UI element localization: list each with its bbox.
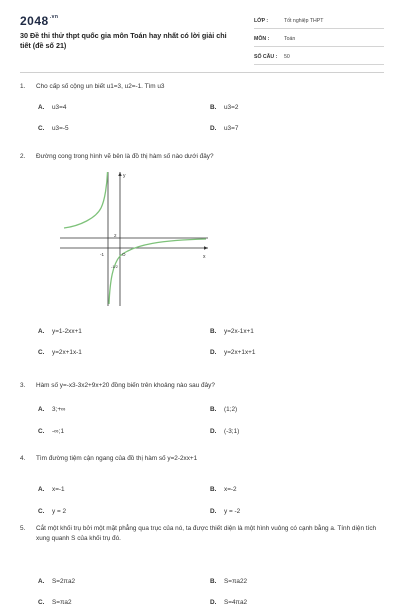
option-letter: A. [38,406,45,413]
option-c[interactable] [38,428,64,435]
function-graph [58,168,212,308]
question-3 [20,381,384,435]
question-text: Cắt một khối trụ bởi một mặt phẳng qua trục của nó, ta được thiết diện là một hình vuông có cạnh bằng a. Tính diện tích xung quanh S của khối trụ đó. [36,525,377,542]
option-text: u3=-5 [52,125,69,132]
meta-value: Toán [284,36,296,42]
option-letter: B. [210,104,217,111]
option-text: y = 2 [52,508,67,515]
option-a[interactable] [38,578,75,585]
question-number: 3. [20,382,26,389]
option-letter: A. [38,486,45,493]
x-axis-arrow [204,246,208,249]
option-text: 3;+∞ [52,406,66,413]
option-letter: C. [38,599,45,606]
meta-value: Tốt nghiệp THPT [284,18,324,24]
option-c[interactable] [38,349,82,356]
option-text: (1;2) [224,406,238,413]
option-letter: A. [38,104,45,111]
option-text: S=πa2 [52,599,72,606]
option-letter: D. [210,349,217,356]
meta-box [254,14,384,68]
option-text: y=2x-1x+1 [224,328,254,335]
option-text: u3=7 [224,125,239,132]
option-text: y=2x+1x-1 [52,349,82,356]
meta-subject [254,32,384,47]
option-d[interactable] [210,599,247,606]
curve-left-branch [64,172,108,228]
question-2 [20,152,384,162]
option-b[interactable] [210,104,238,111]
asymptote-x-label: -1 [100,252,105,257]
option-d[interactable] [210,428,239,435]
question-number: 4. [20,455,26,462]
option-b[interactable] [210,578,247,585]
option-c[interactable] [38,508,66,515]
x-axis-label: x [203,254,206,260]
option-c[interactable] [38,125,69,132]
option-letter: C. [38,349,45,356]
option-letter: D. [210,125,217,132]
option-b[interactable] [210,328,254,335]
document-title: 30 Đề thi thử thpt quốc gia môn Toán hay nhất có lời giải chi tiết (đề số 21) [20,31,227,50]
question-1 [20,82,384,132]
meta-value: 50 [284,54,290,60]
x-intercept-label: -1/2 [111,264,118,269]
option-d[interactable] [210,349,255,356]
option-c[interactable] [38,599,72,606]
option-letter: D. [210,428,217,435]
option-b[interactable] [210,406,237,413]
meta-class [254,14,384,29]
meta-label: SỐ CÂU : [254,54,278,60]
option-text: S=2πa2 [52,578,76,585]
option-letter: D. [210,599,217,606]
y-axis-arrow [118,172,121,176]
option-letter: C. [38,508,45,515]
question-text: Tìm đường tiệm cận ngang của đồ thị hàm số y=2-2xx+1 [36,455,198,462]
y-axis-label: y [123,173,126,179]
option-letter: C. [38,125,45,132]
option-text: y = -2 [224,508,241,515]
option-text: (-3;1) [224,428,240,435]
question-text: Hàm số y=-x3-3x2+9x+20 đồng biến trên khoảng nào sau đây? [36,382,215,389]
option-text: x=-1 [52,486,65,493]
option-letter: B. [210,578,217,585]
curve-right-branch [109,239,206,304]
option-letter: B. [210,328,217,335]
option-a[interactable] [38,486,65,493]
option-text: -∞;1 [52,428,65,435]
option-d[interactable] [210,508,240,515]
option-a[interactable] [38,328,82,335]
question-4 [20,454,384,515]
option-letter: A. [38,578,45,585]
question-text: Đường cong trong hình vẽ bên là đồ thị hàm số nào dưới đây? [36,153,214,160]
meta-label: LỚP : [254,18,269,24]
question-number: 5. [20,525,26,532]
meta-count [254,50,384,65]
site-logo[interactable] [20,14,58,28]
option-a[interactable] [38,406,66,413]
option-b[interactable] [210,486,237,493]
option-text: u3=4 [52,104,67,111]
option-letter: B. [210,406,217,413]
option-a[interactable] [38,104,66,111]
option-text: u3=2 [224,104,239,111]
option-text: S=πa22 [224,578,248,585]
question-number: 1. [20,83,26,90]
option-d[interactable] [210,125,238,132]
origin-label: O [122,252,126,257]
option-letter: C. [38,428,45,435]
option-letter: B. [210,486,217,493]
option-letter: D. [210,508,217,515]
option-text: y=1-2xx+1 [52,328,82,335]
logo-main: 2048 [20,14,49,28]
meta-label: MÔN : [254,36,270,42]
option-letter: A. [38,328,45,335]
question-number: 2. [20,153,26,160]
option-text: x=-2 [224,486,237,493]
option-text: y=2x+1x+1 [224,349,256,356]
header-divider [20,72,384,73]
question-5 [20,524,384,606]
question-text: Cho cấp số cộng un biết u1=3, u2=-1. Tìm u3 [36,83,165,90]
asymptote-y-label: 2 [114,233,117,238]
logo-sup: .vn [49,14,59,20]
option-text: S=4πa2 [224,599,248,606]
